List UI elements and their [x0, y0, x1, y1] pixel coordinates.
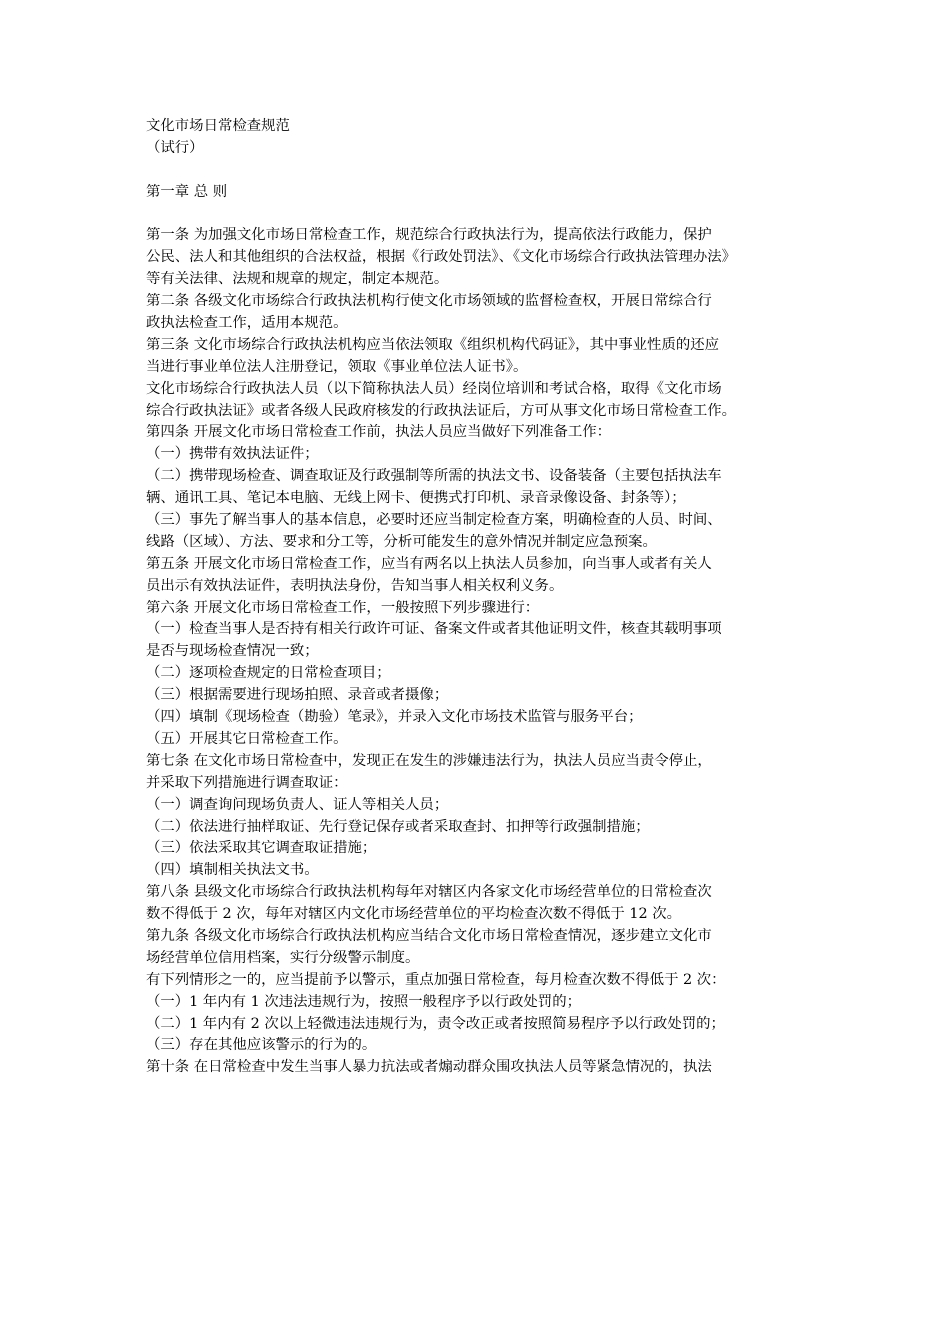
text-line: （三）依法采取其它调查取证措施；	[146, 840, 377, 857]
text-line: 并采取下列措施进行调查取证：	[146, 774, 348, 791]
text-line: （三）根据需要进行现场拍照、录音或者摄像；	[146, 687, 449, 704]
document-page	[146, 116, 810, 1079]
text-line: 辆、通讯工具、笔记本电脑、无线上网卡、便携式打印机、录音录像设备、封条等）；	[146, 490, 686, 507]
text-line: 第三条 文化市场综合行政执法机构应当依法领取《组织机构代码证》，其中事业性质的还应	[146, 336, 720, 353]
text-line: 数不得低于 2 次，每年对辖区内文化市场经营单位的平均检查次数不得低于 12 次。	[146, 906, 682, 923]
text-line: 线路（区域）、方法、要求和分工等，分析可能发生的意外情况并制定应急预案。	[146, 533, 657, 550]
text-line: 当进行事业单位法人注册登记，领取《事业单位法人证书》。	[146, 358, 528, 375]
text-line: 第一条 为加强文化市场日常检查工作，规范综合行政执法行为，提高依法行政能力，保护	[146, 227, 712, 244]
text-line: 等有关法律、法规和规章的规定，制定本规范。	[146, 271, 449, 288]
text-line: 第九条 各级文化市场综合行政执法机构应当结合文化市场日常检查情况，逐步建立文化市	[146, 927, 712, 944]
text-line: 第二条 各级文化市场综合行政执法机构行使文化市场领域的监督检查权，开展日常综合行	[146, 293, 712, 310]
text-line: （二）携带现场检查、调查取证及行政强制等所需的执法文书、设备装备（主要包括执法车	[146, 468, 722, 485]
text-line: 员出示有效执法证件，表明执法身份，告知当事人相关权利义务。	[146, 577, 564, 594]
text-line: （四）填制《现场检查（勘验）笔录》，并录入文化市场技术监管与服务平台；	[146, 709, 643, 726]
text-line: 综合行政执法证》或者各级人民政府核发的行政执法证后，方可从事文化市场日常检查工作。	[146, 402, 737, 419]
spacer	[146, 204, 810, 226]
text-line: （一）调查询问现场负责人、证人等相关人员；	[146, 796, 449, 813]
spacer	[146, 160, 810, 182]
text-line: 第六条 开展文化市场日常检查工作，一般按照下列步骤进行：	[146, 599, 540, 616]
text-line: 政执法检查工作，适用本规范。	[146, 315, 348, 332]
text-line: 是否与现场检查情况一致；	[146, 643, 319, 660]
text-line: 第十条 在日常检查中发生当事人暴力抗法或者煽动群众围攻执法人员等紧急情况的，执法	[146, 1059, 712, 1076]
text-line: （三）存在其他应该警示的行为的。	[146, 1037, 377, 1054]
text-line: 第五条 开展文化市场日常检查工作，应当有两名以上执法人员参加，向当事人或者有关人	[146, 555, 712, 572]
document-title: 文化市场日常检查规范	[146, 118, 290, 134]
text-line: 文化市场综合行政执法人员（以下简称执法人员）经岗位培训和考试合格，取得《文化市场	[146, 380, 722, 397]
text-line: （二）逐项检查规定的日常检查项目；	[146, 665, 391, 682]
text-line: 第八条 县级文化市场综合行政执法机构每年对辖区内各家文化市场经营单位的日常检查次	[146, 884, 712, 901]
text-line: （二）依法进行抽样取证、先行登记保存或者采取查封、扣押等行政强制措施；	[146, 818, 650, 835]
text-line: 第四条 开展文化市场日常检查工作前，执法人员应当做好下列准备工作：	[146, 424, 612, 441]
text-line: 第七条 在文化市场日常检查中，发现正在发生的涉嫌违法行为，执法人员应当责令停止，	[146, 752, 712, 769]
text-line: （四）填制相关执法文书。	[146, 862, 319, 879]
text-line: （一）1 年内有 1 次违法违规行为，按照一般程序予以行政处罚的；	[146, 993, 581, 1010]
text-line: （一）检查当事人是否持有相关行政许可证、备案文件或者其他证明文件，核查其载明事项	[146, 621, 722, 638]
text-line: （三）事先了解当事人的基本信息，必要时还应当制定检查方案，明确检查的人员、时间、	[146, 512, 722, 529]
document-subtitle: （试行）	[146, 139, 204, 156]
chapter-heading: 第一章 总 则	[146, 183, 228, 200]
text-line: 有下列情形之一的，应当提前予以警示，重点加强日常检查，每月检查次数不得低于 2 次：	[146, 971, 726, 988]
text-line: 公民、法人和其他组织的合法权益，根据《行政处罚法》、《文化市场综合行政执法管理办法》	[146, 249, 737, 266]
text-line: （二）1 年内有 2 次以上轻微违法违规行为，责令改正或者按照简易程序予以行政处罚的；	[146, 1015, 725, 1032]
text-line: （一）携带有效执法证件；	[146, 446, 319, 463]
text-line: （五）开展其它日常检查工作。	[146, 730, 348, 747]
text-line: 场经营单位信用档案，实行分级警示制度。	[146, 949, 420, 966]
